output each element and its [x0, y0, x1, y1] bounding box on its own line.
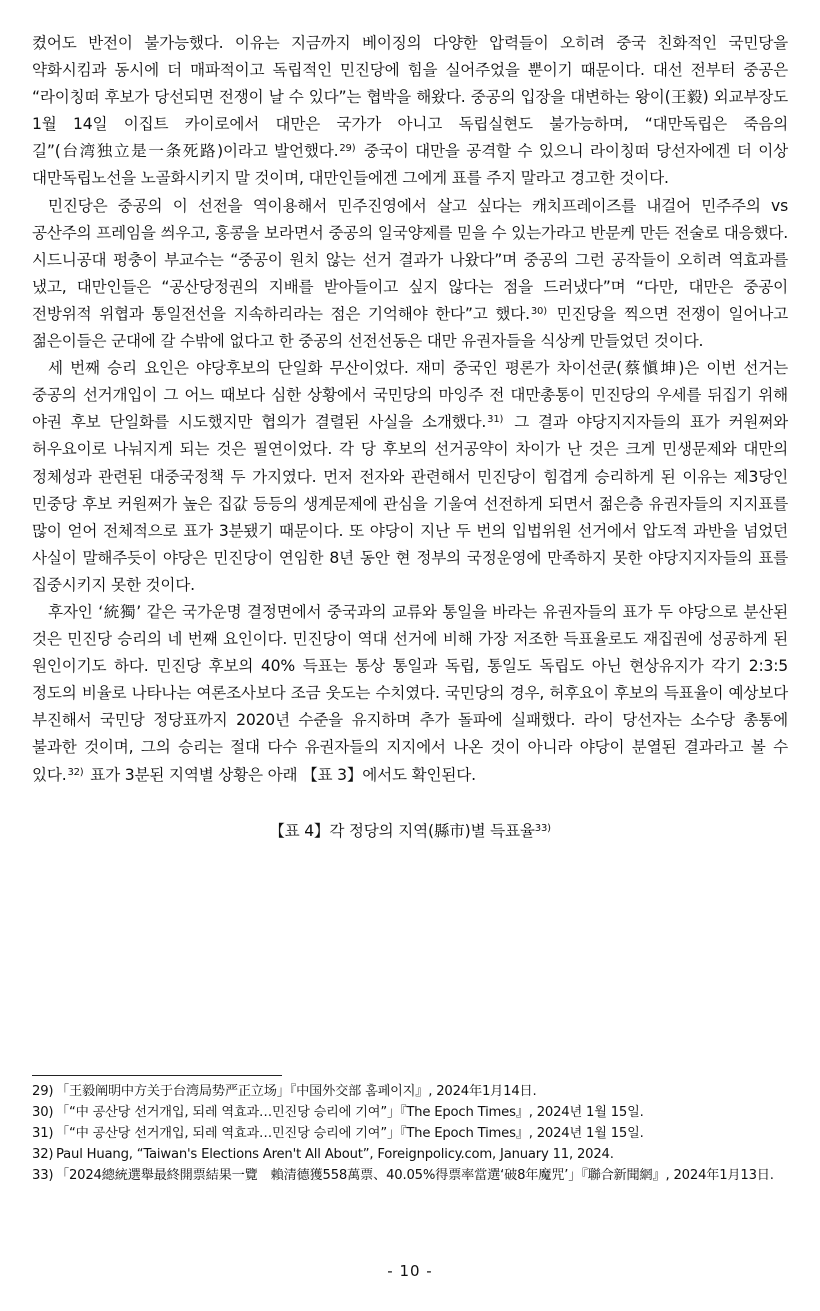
paragraph-container [32, 30, 788, 789]
footnote-ref: 32) [67, 766, 84, 778]
footnote-text: 「王毅阐明中方关于台湾局势严正立场」『中国外交部 홈페이지』, 2024年1月14日. [56, 1084, 537, 1099]
footnote-text: Paul Huang, “Taiwan's Elections Aren't All About”, Foreignpolicy.com, January 11, 2024. [56, 1147, 614, 1162]
footnote-ref: 30) [530, 305, 547, 317]
paragraph-text: 후자인 ‘統獨’ 같은 국가운명 결정면에서 중국과의 교류와 통일을 바라는 유권자들의 표가 두 야당으로 분산된 것은 민진당 승리의 네 번째 요인이다. 민진당이 역대 선거에 비해 가장 저조한 득표율로도 재집권에 성공하게 된 원인이기도 하다. 민진당 후보의 40% 득표는 통상 통일과 독립, 통일도 독립도 아닌 현상유지가 각기 2:3:5 정도의 비율로 나타나는 여론조사보다 조금 웃도는 수치였다. 국민당의 경우, 허후요이 후보의 득표율이 예상보다 부진해서 국민당 정당표까지 2020년 수준을 유지하며 추가 돌파에 실패했다. 라이 당선자는 소수당 총통에 불과한 것이며, 그의 승리는 절대 다수 유권자들의 지지에서 나온 것이 아니라 야당이 분열된 결과라고 볼 수 있다. [32, 602, 788, 784]
paragraph-text: 민진당은 중공의 이 선전을 역이용해서 민주진영에서 살고 싶다는 캐치프레이즈를 내걸어 민주주의 vs 공산주의 프레임을 씌우고, 홍콩을 보라면서 중공의 일국양제를 믿을 수 있는가라고 반문케 만든 전술로 대응했다. 시드니공대 펑충이 부교수는 “중공이 원치 않는 선거 결과가 나왔다”며 중공의 그런 공작들이 오히려 역효과를 냈고, 대만인들은 “공산당정권의 지배를 받아들이고 싶지 않다는 점을 드러냈다”며 “다만, 대만은 중공이 전방위적 위협과 통일전선을 지속하리라는 점은 기억해야 한다”고 했다. [32, 196, 788, 323]
footnote-ref: 31) [487, 414, 504, 426]
footnote-separator [32, 1075, 282, 1076]
footnote-text: 「“中 공산당 선거개입, 되레 역효과…민진당 승리에 기여”」『The Epoch Times』, 2024년 1월 15일. [56, 1126, 644, 1141]
footnote-number: 30) [32, 1105, 54, 1120]
table-caption-text: 【표 4】각 정당의 지역(縣市)별 득표율 [269, 821, 535, 840]
footnote-number: 29) [32, 1084, 54, 1099]
paragraph [32, 599, 788, 789]
footnote-number: 31) [32, 1126, 54, 1141]
footnote-item [32, 1165, 788, 1186]
footnote-item [32, 1102, 788, 1123]
footnote-ref: 29) [339, 143, 356, 155]
paragraph-text: 그 결과 야당지지자들의 표가 커원쩌와 허우요이로 나눠지게 되는 것은 필연이었다. 각 당 후보의 선거공약이 차이가 난 것은 크게 민생문제와 대만의 정체성과 관련된 대중국정책 두 가지였다. 먼저 전자와 관련해서 민진당이 힘겹게 승리하게 된 이유는 제3당인 민중당 후보 커원쩌가 높은 집값 등등의 생계문제에 관심을 기울여 선전하게 되면서 젊은층 유권자들의 지지표를 많이 얻어 전체적으로 표가 3분됐기 때문이다. 또 야당이 지난 두 번의 입법위원 선거에서 압도적 과반을 넘었던 사실이 말해주듯이 야당은 민진당이 연임한 8년 동안 현 정부의 국정운영에 만족하지 못한 야당지지자들의 표를 집중시키지 못한 것이다. [32, 413, 788, 594]
footnote-item [32, 1081, 788, 1102]
paragraph [32, 355, 788, 599]
footnotes [32, 1081, 788, 1186]
paragraph-text: 표가 3분된 지역별 상황은 아래 【표 3】에서도 확인된다. [85, 765, 476, 784]
body-text [32, 30, 788, 841]
table-caption-footnote-ref: 33) [534, 822, 551, 834]
footnote-text: 「“中 공산당 선거개입, 되레 역효과…민진당 승리에 기여”」『The Epoch Times』, 2024년 1월 15일. [56, 1105, 644, 1120]
footnote-number: 33) [32, 1168, 54, 1183]
paragraph-text: 세 번째 승리 요인은 야당후보의 단일화 무산이었다. 재미 중국인 평론가 차이선쿤(蔡愼坤)은 이번 선거는 중공의 선거개입이 그 어느 때보다 심한 상황에서 국민당의 마잉주 전 대만총통이 민진당의 우세를 뒤집기 위해 야권 후보 단일화를 시도했지만 협의가 결렬된 사실을 소개했다. [32, 359, 788, 432]
paragraph [32, 193, 788, 356]
paragraph-text: 중국이 대만을 공격할 수 있으니 라이칭떠 당선자에겐 더 이상 대만독립노선을 노골화시키지 말 것이며, 대만인들에겐 그에게 표를 주지 말라고 경고한 것이다. [32, 142, 788, 188]
table-caption [32, 819, 788, 841]
paragraph-text: 민진당을 찍으면 전쟁이 일어나고 젊은이들은 군대에 갈 수밖에 없다고 한 중공의 선전선동은 대만 유권자들을 식상케 만들었던 것이다. [32, 304, 788, 351]
footnote-item [32, 1123, 788, 1144]
footnote-text: 「2024總統選舉最終開票結果一覽 賴清德獲558萬票、40.05%得票率當選‘破8年魔咒’」『聯合新聞網』, 2024年1月13日. [56, 1168, 774, 1183]
paragraph [32, 30, 788, 193]
page-number: - 10 - [387, 1262, 433, 1280]
paragraph-text: 켰어도 반전이 불가능했다. 이유는 지금까지 베이징의 다양한 압력들이 오히려 중국 친화적인 국민당을 약화시킴과 동시에 더 매파적이고 독립적인 민진당에 힘을 실어주었을 뿐이기 때문이다. 대선 전부터 중공은 “라이칭떠 후보가 당선되면 전쟁이 날 수 있다”는 협박을 해왔다. 중공의 입장을 대변하는 왕이(王毅) 외교부장도 1월 14일 이집트 카이로에서 대만은 국가가 아니고 독립실현도 불가능하며, “대만독립은 죽음의 길”(台湾独立是一条死路)이라고 발언했다. [32, 34, 788, 161]
footnote-number: 32) [32, 1147, 54, 1162]
footnote-item [32, 1144, 788, 1165]
